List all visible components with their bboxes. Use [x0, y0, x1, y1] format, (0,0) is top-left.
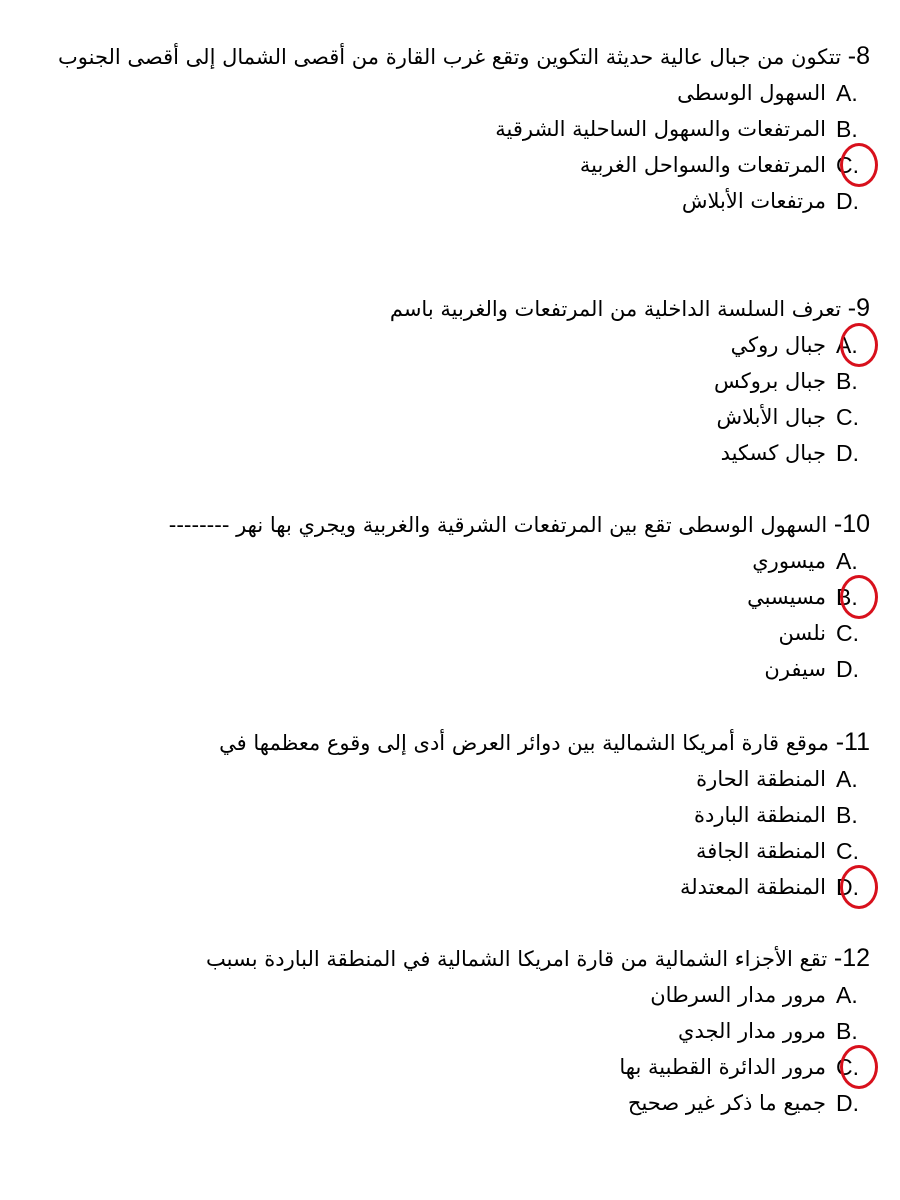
option-letter: A. [836, 332, 858, 358]
option-text: جميع ما ذكر غير صحيح [627, 1091, 826, 1115]
option-text: المنطقة الباردة [694, 803, 826, 827]
option-d [40, 651, 870, 687]
question-text [40, 290, 870, 327]
option-letter: B. [836, 368, 858, 394]
option-letter: B. [836, 802, 858, 828]
option-text: جبال كسكيد [720, 441, 826, 465]
question-prompt: تقع الأجزاء الشمالية من قارة امريكا الشمالية في المنطقة الباردة بسبب [206, 947, 834, 971]
question-number: 8- [847, 42, 870, 70]
option-a [40, 977, 870, 1013]
question-12 [40, 940, 870, 1121]
option-text: مرور مدار السرطان [650, 983, 826, 1007]
option-text: ميسوري [752, 549, 826, 573]
option-letter: D. [836, 1090, 859, 1116]
option-b [40, 797, 870, 833]
option-text: مسيسبي [747, 585, 826, 609]
option-d [40, 1085, 870, 1121]
question-11 [40, 724, 870, 905]
option-letter: C. [836, 1054, 859, 1080]
question-number: 12- [833, 944, 870, 972]
option-letter: D. [836, 874, 859, 900]
question-prompt: تتكون من جبال عالية حديثة التكوين وتقع غرب القارة من أقصى الشمال إلى أقصى الجنوب [57, 45, 848, 69]
question-9 [40, 290, 870, 471]
option-b [40, 1013, 870, 1049]
answer-circle-mark [840, 143, 878, 187]
answer-circle-mark [840, 575, 878, 619]
question-text [40, 724, 870, 761]
option-text: مرتفعات الأبلاش [681, 189, 826, 213]
option-text: جبال الأبلاش [716, 405, 826, 429]
option-c [40, 399, 870, 435]
options-list [40, 327, 870, 471]
option-text: السهول الوسطى [677, 81, 826, 105]
option-b [40, 579, 870, 615]
option-letter: D. [836, 440, 859, 466]
question-text [40, 38, 870, 75]
option-d [40, 869, 870, 905]
option-text: سيفرن [764, 657, 826, 681]
option-a [40, 761, 870, 797]
option-letter: B. [836, 584, 858, 610]
option-a [40, 543, 870, 579]
question-number: 10- [833, 510, 870, 538]
option-letter: D. [836, 656, 859, 682]
question-prompt: موقع قارة أمريكا الشمالية بين دوائر العرض أدى إلى وقوع معظمها في [219, 731, 836, 755]
answer-circle-mark [840, 1045, 878, 1089]
question-text [40, 940, 870, 977]
option-d [40, 183, 870, 219]
option-letter: B. [836, 116, 858, 142]
option-text: جبال روكي [730, 333, 826, 357]
question-number: 9- [847, 294, 870, 322]
option-letter: C. [836, 152, 859, 178]
question-text [40, 506, 870, 543]
option-letter: A. [836, 548, 858, 574]
option-b [40, 111, 870, 147]
option-letter: A. [836, 80, 858, 106]
option-text: المنطقة الحارة [696, 767, 826, 791]
option-letter: D. [836, 188, 859, 214]
option-text: المرتفعات والسهول الساحلية الشرقية [495, 117, 826, 141]
option-text: مرور مدار الجدي [678, 1019, 826, 1043]
option-text: المنطقة المعتدلة [679, 875, 826, 899]
option-a [40, 75, 870, 111]
options-list [40, 75, 870, 219]
option-c [40, 833, 870, 869]
question-8 [40, 38, 870, 219]
option-text: المرتفعات والسواحل الغربية [579, 153, 826, 177]
option-a [40, 327, 870, 363]
options-list [40, 977, 870, 1121]
option-text: جبال بروكس [714, 369, 826, 393]
option-letter: C. [836, 838, 859, 864]
option-letter: A. [836, 982, 858, 1008]
question-prompt: تعرف السلسة الداخلية من المرتفعات والغربية باسم [389, 297, 848, 321]
option-letter: B. [836, 1018, 858, 1044]
option-c [40, 147, 870, 183]
option-c [40, 1049, 870, 1085]
options-list [40, 543, 870, 687]
option-text: نلسن [778, 621, 826, 645]
question-10 [40, 506, 870, 687]
option-text: المنطقة الجافة [696, 839, 826, 863]
answer-circle-mark [840, 865, 878, 909]
option-b [40, 363, 870, 399]
option-letter: C. [836, 620, 859, 646]
options-list [40, 761, 870, 905]
question-number: 11- [835, 728, 870, 756]
option-letter: C. [836, 404, 859, 430]
option-d [40, 435, 870, 471]
option-c [40, 615, 870, 651]
option-letter: A. [836, 766, 858, 792]
question-prompt: السهول الوسطى تقع بين المرتفعات الشرقية والغربية ويجري بها نهر -------- [168, 513, 834, 537]
option-text: مرور الدائرة القطبية بها [619, 1055, 826, 1079]
answer-circle-mark [840, 323, 878, 367]
